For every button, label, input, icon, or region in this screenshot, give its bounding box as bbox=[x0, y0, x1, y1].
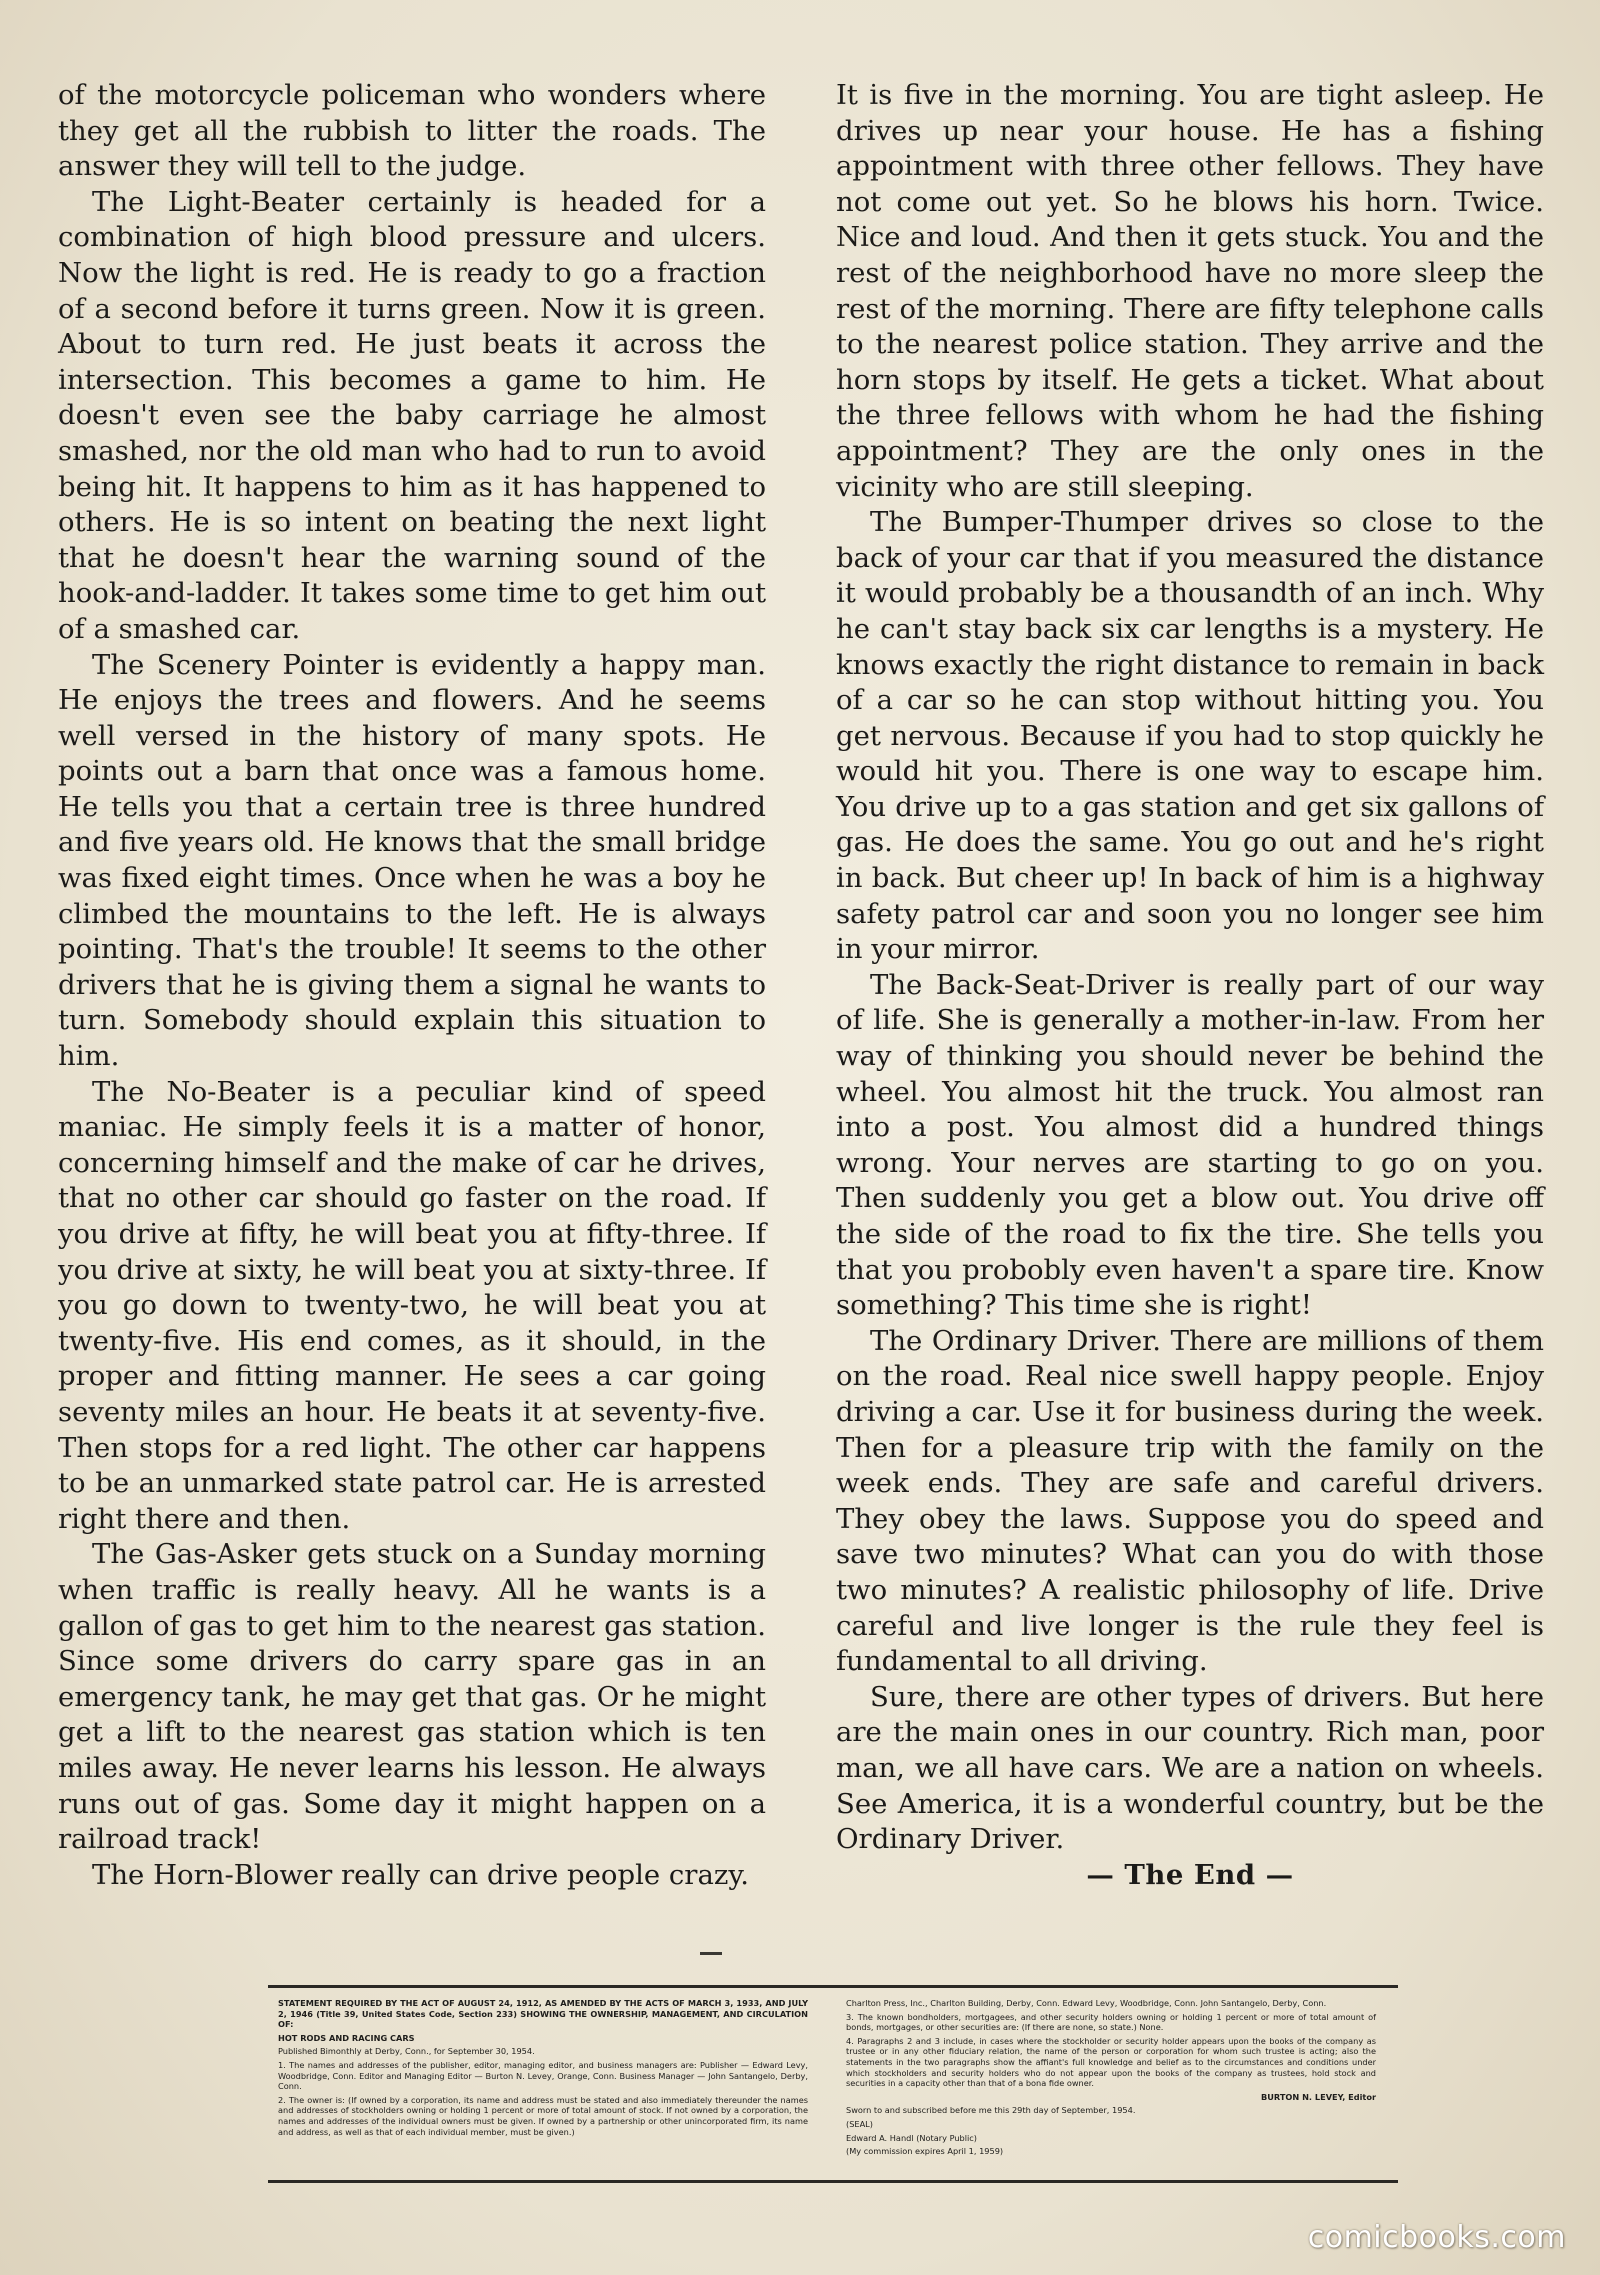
statement-owners: Charlton Press, Inc., Charlton Building, Derby, Conn. Edward Levy, Woodbridge, Conn. John Santangelo, Derby, Conn. bbox=[846, 1998, 1327, 2008]
paragraph-light-beater: The Light-Beater certainly is headed for a combination of high blood pressure and ulcers. Now the light is red. He is ready to go a fraction of a second before it turns green. Now it is green. About to turn red. He just beats it across the intersection. This becomes a game to him. He doesn't even see the baby carriage he almost smashed, nor the old man who had to run to avoid being hit. It happens to him as it has happened to others. He is so intent on beating the next light that he doesn't hear the warning sound of the hook-and-ladder. It takes some time to get him out of a smashed car. bbox=[58, 185, 766, 645]
statement-commission: (My commission expires April 1, 1959) bbox=[846, 2146, 1004, 2157]
statement-item-2: 2. The owner is: (If owned by a corporation, its name and address must be stated and also immediately thereunder the names and addresses of stockholders owning or holding 1 percent or more of total amount of stock. If not owned by a corporation, the names and addresses of the individual owners must be given. If owned by a partnership or other unincorporated firm, its name and address, as well as that of each individual member, must be given.) bbox=[278, 2094, 808, 2137]
right-text-column bbox=[836, 78, 1544, 1893]
the-end-marker: — The End — bbox=[1086, 1858, 1294, 1891]
paragraph-back-seat-driver: The Back-Seat-Driver is really part of our way of life. She is generally a mother-in-law. From her way of thinking you should never be behind the wheel. You almost hit the truck. You almost ran into a post. You almost did a hundred things wrong. Your nerves are starting to go on you. Then suddenly you get a blow out. You drive off the side of the road to fix the tire. She tells you that you probobly even haven't a spare tire. Know something? This time she is right! bbox=[836, 968, 1544, 1322]
statement-right-column bbox=[846, 1998, 1376, 2160]
paragraph-litter-roads: of the motorcycle policeman who wonders where they get all the rubbish to litter the roads. The answer they will tell to the judge. bbox=[58, 79, 766, 183]
statement-seal: (SEAL) bbox=[846, 2118, 873, 2129]
paragraph-scenery-pointer: The Scenery Pointer is evidently a happy man. He enjoys the trees and flowers. And he seems well versed in the history of many spots. He points out a barn that once was a famous home. He tells you that a certain tree is three hundred and five years old. He knows that the small bridge was fixed eight times. Once when he was a boy he climbed the mountains to the left. He is always pointing. That's the trouble! It seems to the other drivers that he is giving them a signal he wants to turn. Somebody should explain this situation to him. bbox=[58, 648, 766, 1073]
ownership-statement-box bbox=[268, 1985, 1398, 2183]
paragraph-horn-blower-intro: The Horn-Blower really can drive people crazy. bbox=[92, 1858, 749, 1891]
statement-item-3: 3. The known bondholders, mortgagees, and other security holders owning or holding 1 percent or more of total amount of bonds, mortgages, or other securities are: (If there are none, so state.) None. bbox=[846, 2011, 1376, 2033]
left-text-column bbox=[58, 78, 766, 1893]
paragraph-gas-asker: The Gas-Asker gets stuck on a Sunday morning when traffic is really heavy. All he wants is a gallon of gas to get him to the nearest gas station. Since some drivers do carry spare gas in an emergency tank, he may get that gas. Or he might get a lift to the nearest gas station which is ten miles away. He never learns his lesson. He always runs out of gas. Some day it might happen on a railroad track! bbox=[58, 1538, 766, 1856]
statement-publication: HOT RODS AND RACING CARS bbox=[278, 2032, 415, 2043]
paragraph-bumper-thumper: The Bumper-Thumper drives so close to the back of your car that if you measured the distance it would probably be a thousandth of an inch. Why he can't stay back six car lengths is a mystery. He knows exactly the right distance to remain in back of a car so he can stop without hitting you. You get nervous. Because if you had to stop quickly he would hit you. There is one way to escape him. You drive up to a gas station and get six gallons of gas. He does the same. You go out and he's right in back. But cheer up! In back of him is a highway safety patrol car and soon you no longer see him in your mirror. bbox=[836, 506, 1544, 966]
paragraph-horn-blower: It is five in the morning. You are tight asleep. He drives up near your house. He has a fishing appointment with three other fellows. They have not come out yet. So he blows his horn. Twice. Nice and loud. And then it gets stuck. You and the rest of the neighborhood have no more sleep the rest of the morning. There are fifty telephone calls to the nearest police station. They arrive and the horn stops by itself. He gets a ticket. What about the three fellows with whom he had the fishing appointment? They are the only ones in the vicinity who are still sleeping. bbox=[836, 79, 1544, 503]
statement-left-column bbox=[278, 1998, 808, 2140]
site-watermark: comicbooks.com bbox=[1307, 2220, 1566, 2255]
paragraph-no-beater: The No-Beater is a peculiar kind of speed maniac. He simply feels it is a matter of honor, concerning himself and the make of car he drives, that no other car should go faster on the road. If you drive at fifty, he will beat you at fifty-three. If you drive at sixty, he will beat you at sixty-three. If you go down to twenty-two, he will beat you at twenty-five. His end comes, as it should, in the proper and fitting manner. He sees a car going seventy miles an hour. He beats it at seventy-five. Then stops for a red light. The other car happens to be an unmarked state patrol car. He is arrested right there and then. bbox=[58, 1075, 766, 1535]
statement-sworn: Sworn to and subscribed before me this 29th day of September, 1954. bbox=[846, 2105, 1136, 2116]
statement-published: Published Bimonthly at Derby, Conn., for September 30, 1954. bbox=[278, 2046, 535, 2057]
divider-mark bbox=[700, 1952, 722, 1955]
paragraph-ordinary-driver: The Ordinary Driver. There are millions of them on the road. Real nice swell happy people. Enjoy driving a car. Use it for business during the week. Then for a pleasure trip with the family on the week ends. They are safe and careful drivers. They obey the laws. Suppose you do speed and save two minutes? What can you do with those two minutes? A realistic philosophy of life. Drive careful and live longer is the rule they feel is fundamental to all driving. bbox=[836, 1324, 1544, 1678]
paragraph-conclusion: Sure, there are other types of drivers. But here are the main ones in our country. Rich man, poor man, we all have cars. We are a nation on wheels. See America, it is a wonderful country, but be the Ordinary Driver. bbox=[836, 1680, 1544, 1856]
statement-item-1: 1. The names and addresses of the publisher, editor, managing editor, and business managers are: Publisher — Edward Levy, Woodbridge, Conn. Editor and Managing Editor — Burton N. Levey, Orange, Conn. Business Manager — John Santangelo, Derby, Conn. bbox=[278, 2059, 808, 2092]
statement-signature: BURTON N. LEVEY, Editor bbox=[1261, 2091, 1376, 2102]
statement-item-4: 4. Paragraphs 2 and 3 include, in cases where the stockholder or security holder appears upon the books of the company as trustee or in any other fiduciary relation, the name of the person or corporation for whom such trustee is acting; also the statements in the two paragraphs show the affiant's full knowledge and belief as to the circumstances and conditions under which stockholders and security holders who do not appear upon the books of the company as trustees, hold stock and securities in a capacity other than that of a bona fide owner. bbox=[846, 2035, 1376, 2089]
statement-heading: STATEMENT REQUIRED BY THE ACT OF AUGUST 24, 1912, AS AMENDED BY THE ACTS OF MARCH 3, 1933, AND JULY 2, 1946 (Title 39, United States Code, Section 233) SHOWING THE OWNERSHIP, MANAGEMENT, AND CIRCULATION OF: bbox=[278, 1998, 808, 2030]
statement-notary: Edward A. Handl (Notary Public) bbox=[846, 2132, 977, 2143]
